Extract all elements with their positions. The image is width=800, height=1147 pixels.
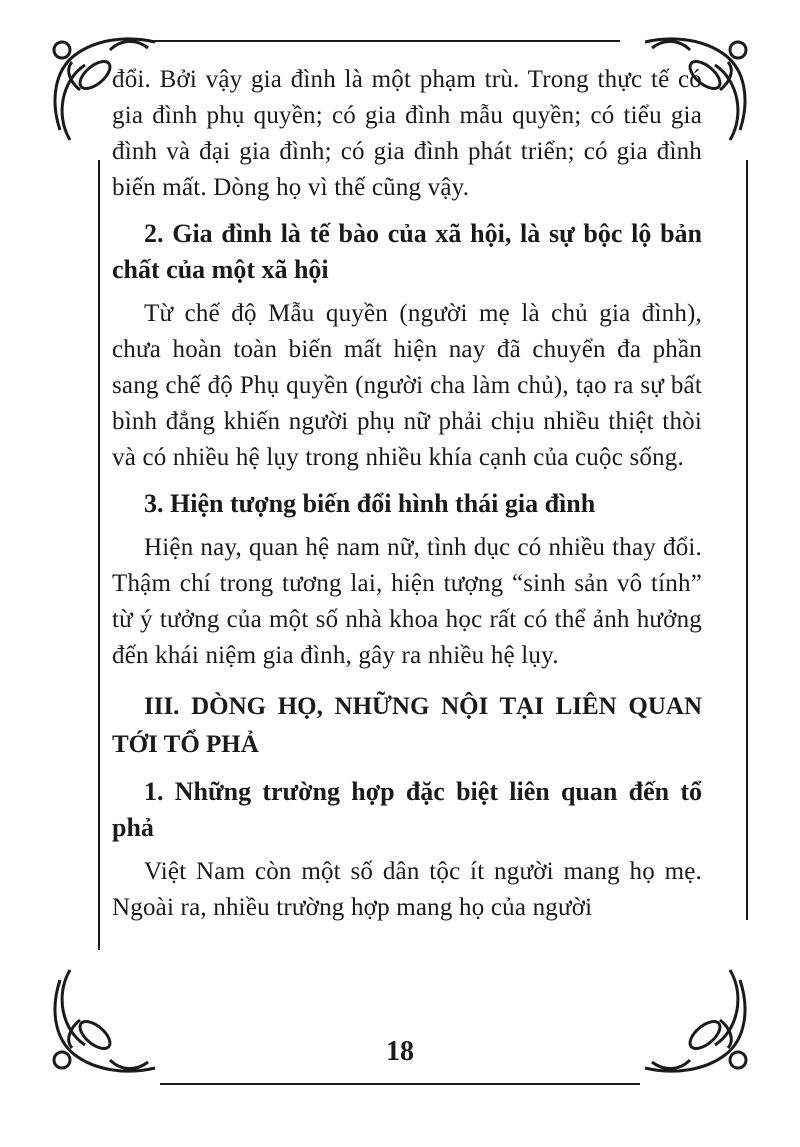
paragraph-4: Việt Nam còn một số dân tộc ít người mang họ mẹ. Ngoài ra, nhiều trường hợp mang họ của người (112, 858, 702, 921)
frame-right-line (746, 160, 748, 920)
page-number: 18 (386, 1036, 414, 1067)
heading-3: 3. Hiện tượng biến đổi hình thái gia đình (144, 489, 596, 518)
section-heading: III. DÒNG HỌ, NHỮNG NỘI TẠI LIÊN QUAN TỚI TỔ PHẢ (112, 693, 702, 758)
frame-top-line (150, 40, 620, 42)
paragraph-1: đổi. Bởi vậy gia đình là một phạm trù. Trong thực tế có gia đình phụ quyền; có gia đình mẫu quyền; có tiểu gia đình và đại gia đình; có gia đình phát triển; có gia đình biến mất. Dòng họ vì thế cũng vậy. (112, 66, 702, 201)
heading-4: 1. Những trường hợp đặc biệt liên quan đến tổ phả (112, 777, 702, 842)
ornament-bottom-right-icon (630, 960, 760, 1090)
paragraph-2: Từ chế độ Mẫu quyền (người mẹ là chủ gia đình), chưa hoàn toàn biến mất hiện nay đã chuyển đa phần sang chế độ Phụ quyền (người cha làm chủ), tạo ra sự bất bình đẳng khiến người phụ nữ phải chịu nhiều thiệt thòi và có nhiều hệ lụy trong nhiều khía cạnh của cuộc sống. (112, 300, 702, 471)
heading-2: 2. Gia đình là tế bào của xã hội, là sự bộc lộ bản chất của một xã hội (112, 219, 702, 284)
paragraph-3: Hiện nay, quan hệ nam nữ, tình dục có nhiều thay đổi. Thậm chí trong tương lai, hiện tượng “sinh sản vô tính” từ ý tưởng của một số nhà khoa học rất có thể ảnh hưởng đến khái niệm gia đình, gây ra nhiều hệ lụy. (112, 534, 702, 669)
page-body (112, 62, 702, 926)
frame-left-line (98, 160, 100, 950)
ornament-bottom-left-icon (40, 960, 170, 1090)
frame-bottom-line (160, 1083, 640, 1085)
